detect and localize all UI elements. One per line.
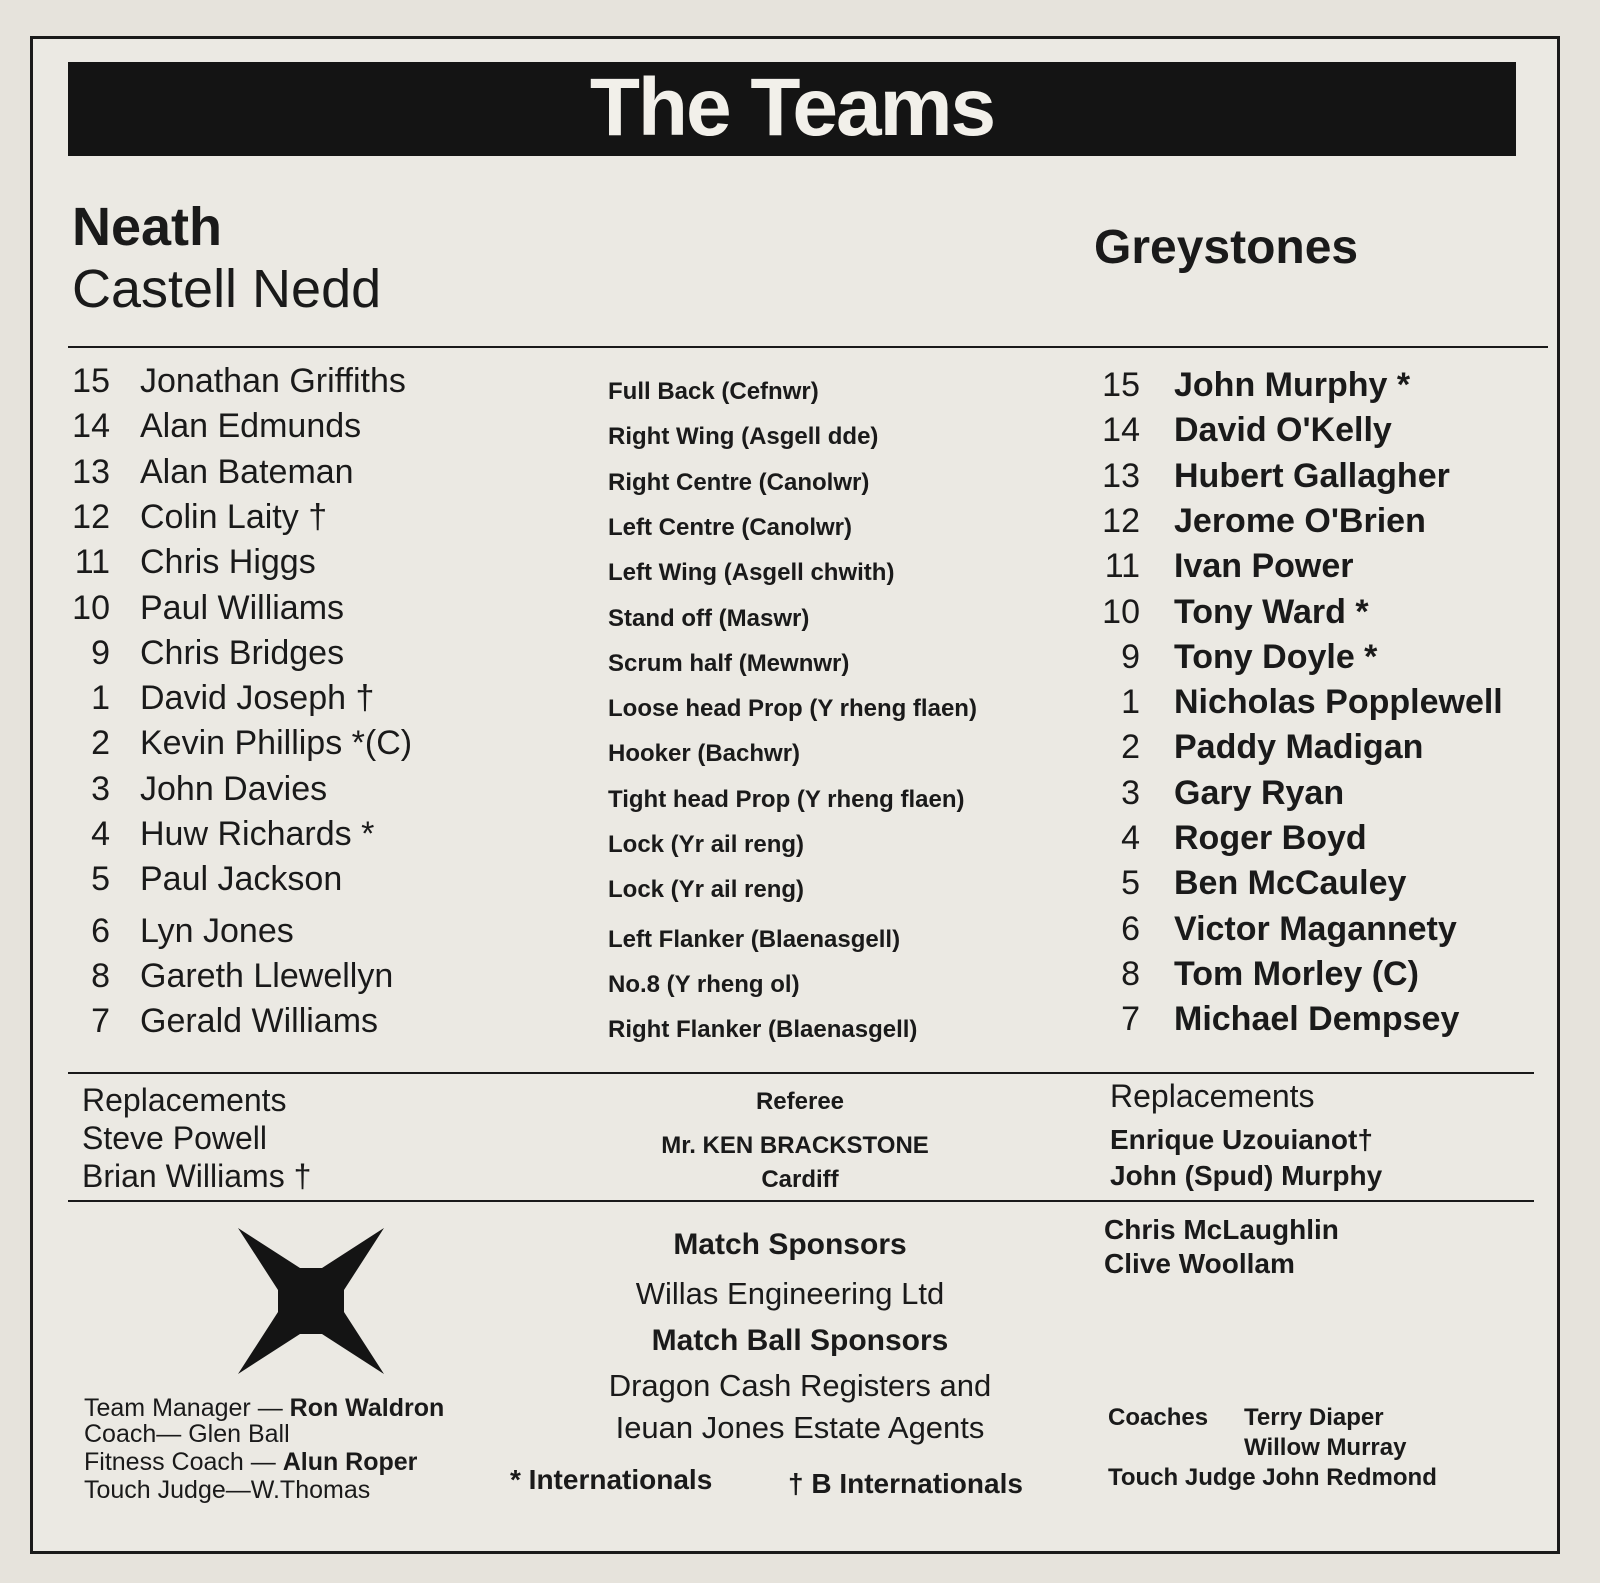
home-player-number: 15: [72, 362, 110, 400]
match-sponsor-name: Willas Engineering Ltd: [635, 1276, 945, 1311]
ball-sponsor-line: Ieuan Jones Estate Agents: [615, 1410, 985, 1445]
home-replacements-label: Replacements: [82, 1082, 287, 1118]
position-label: Tight head Prop (Y rheng flaen): [608, 786, 965, 813]
away-player-number: 9: [1121, 638, 1140, 676]
away-player-name: Michael Dempsey: [1174, 1000, 1460, 1038]
position-label: Scrum half (Mewnwr): [608, 650, 850, 677]
home-team-alt-name: Castell Nedd: [72, 259, 382, 319]
home-player-number: 9: [91, 634, 110, 672]
away-player-number: 15: [1102, 366, 1140, 404]
home-player-name: Huw Richards *: [140, 815, 375, 853]
home-player-number: 13: [72, 453, 110, 491]
home-player-number: 10: [72, 589, 110, 627]
referee-label: Referee: [755, 1088, 845, 1115]
referee-name: Mr. KEN BRACKSTONE: [661, 1132, 929, 1159]
away-player-name: Paddy Madigan: [1174, 728, 1424, 766]
home-player-name: Lyn Jones: [140, 912, 294, 950]
away-player-number: 7: [1121, 1000, 1140, 1038]
away-touch-judge: Touch Judge John Redmond: [1108, 1464, 1437, 1491]
position-label: Stand off (Maswr): [608, 605, 810, 632]
home-player-number: 6: [91, 912, 110, 950]
home-player-name: John Davies: [140, 770, 328, 808]
home-staff-line: Coach— Glen Ball: [84, 1420, 290, 1448]
home-player-name: Alan Bateman: [140, 453, 354, 491]
away-player-name: Ben McCauley: [1174, 864, 1407, 902]
position-label: Right Flanker (Blaenasgell): [608, 1016, 918, 1043]
referee-city: Cardiff: [761, 1166, 839, 1193]
home-staff-line: Fitness Coach — Alun Roper: [84, 1448, 418, 1476]
match-sponsors-label: Match Sponsors: [673, 1228, 907, 1261]
home-player-number: 5: [91, 860, 110, 898]
home-player-name: Paul Williams: [140, 589, 345, 627]
home-player-number: 2: [91, 724, 110, 762]
away-player-number: 3: [1121, 774, 1140, 812]
position-label: Loose head Prop (Y rheng flaen): [608, 695, 977, 722]
home-staff-line: Team Manager — Ron Waldron: [84, 1394, 445, 1422]
ball-sponsors-label: Match Ball Sponsors: [651, 1324, 949, 1357]
home-player-name: Alan Edmunds: [140, 407, 362, 445]
b-internationals-key: † B Internationals: [788, 1468, 1023, 1499]
away-player-number: 11: [1104, 547, 1140, 585]
away-replacement: Enrique Uzouianot†: [1110, 1124, 1373, 1155]
home-player-number: 7: [91, 1002, 110, 1040]
home-team-name: Neath: [72, 197, 223, 257]
home-player-name: Paul Jackson: [140, 860, 343, 898]
position-label: Full Back (Cefnwr): [608, 378, 819, 405]
home-player-number: 8: [91, 957, 110, 995]
home-player-number: 12: [72, 498, 110, 536]
position-label: Lock (Yr ail reng): [608, 876, 805, 903]
away-player-name: Gary Ryan: [1174, 774, 1345, 812]
position-label: Left Wing (Asgell chwith): [608, 559, 895, 586]
away-player-number: 10: [1102, 593, 1140, 631]
away-replacements-label: Replacements: [1110, 1078, 1315, 1114]
home-replacement: Steve Powell: [82, 1120, 267, 1156]
away-player-name: Tony Ward *: [1174, 593, 1369, 631]
away-player-number: 8: [1121, 955, 1140, 993]
home-player-name: David Joseph †: [140, 679, 375, 717]
home-player-number: 1: [91, 679, 110, 717]
page-title: The Teams: [589, 62, 995, 153]
position-label: Right Wing (Asgell dde): [608, 423, 879, 450]
home-player-number: 3: [91, 770, 110, 808]
away-player-name: Hubert Gallagher: [1174, 457, 1450, 495]
away-player-name: Roger Boyd: [1174, 819, 1367, 857]
home-player-number: 14: [72, 407, 110, 445]
away-replacement: Chris McLaughlin: [1104, 1214, 1339, 1245]
away-player-name: Victor Magannety: [1174, 910, 1457, 948]
divider-top: [68, 346, 1548, 348]
away-player-name: John Murphy *: [1174, 366, 1411, 404]
maltese-cross-logo: [238, 1228, 384, 1374]
divider-middle: [68, 1072, 1534, 1074]
position-label: Lock (Yr ail reng): [608, 831, 805, 858]
ball-sponsor-line: Dragon Cash Registers and: [608, 1368, 992, 1403]
away-player-number: 1: [1121, 683, 1140, 721]
away-player-number: 5: [1121, 864, 1140, 902]
title-banner: [68, 62, 1516, 156]
home-player-name: Chris Bridges: [140, 634, 345, 672]
away-player-number: 4: [1121, 819, 1140, 857]
away-player-number: 2: [1121, 728, 1140, 766]
away-player-name: Jerome O'Brien: [1174, 502, 1426, 540]
position-label: No.8 (Y rheng ol): [608, 971, 800, 998]
away-player-name: Nicholas Popplewell: [1174, 683, 1503, 721]
home-player-name: Chris Higgs: [140, 543, 316, 581]
home-player-number: 4: [91, 815, 110, 853]
position-label: Hooker (Bachwr): [608, 740, 801, 767]
away-player-number: 13: [1102, 457, 1140, 495]
position-label: Right Centre (Canolwr): [608, 469, 870, 496]
home-staff-line: Touch Judge—W.Thomas: [84, 1476, 371, 1504]
away-player-number: 12: [1102, 502, 1140, 540]
away-player-number: 14: [1102, 411, 1140, 449]
home-player-name: Gareth Llewellyn: [140, 957, 394, 995]
home-replacement: Brian Williams †: [82, 1158, 312, 1194]
home-player-name: Kevin Phillips *(C): [140, 724, 413, 762]
position-label: Left Centre (Canolwr): [608, 514, 853, 541]
away-player-name: Tom Morley (C): [1174, 955, 1419, 993]
away-team-name: Greystones: [1094, 221, 1359, 274]
home-player-name: Colin Laity †: [140, 498, 328, 536]
divider-lower: [68, 1200, 1534, 1202]
position-label: Left Flanker (Blaenasgell): [608, 926, 901, 953]
away-player-name: Ivan Power: [1174, 547, 1354, 585]
home-player-number: 11: [74, 543, 110, 581]
away-coach: Terry Diaper: [1244, 1404, 1384, 1431]
home-player-name: Jonathan Griffiths: [140, 362, 406, 400]
away-replacement: Clive Woollam: [1104, 1248, 1295, 1279]
away-player-name: Tony Doyle *: [1174, 638, 1378, 676]
away-coach: Willow Murray: [1244, 1434, 1407, 1461]
home-player-name: Gerald Williams: [140, 1002, 379, 1040]
away-player-name: David O'Kelly: [1174, 411, 1392, 449]
away-replacement: John (Spud) Murphy: [1110, 1160, 1383, 1191]
internationals-key: * Internationals: [510, 1464, 713, 1495]
away-coaches-label: Coaches: [1108, 1404, 1209, 1431]
away-player-number: 6: [1121, 910, 1140, 948]
